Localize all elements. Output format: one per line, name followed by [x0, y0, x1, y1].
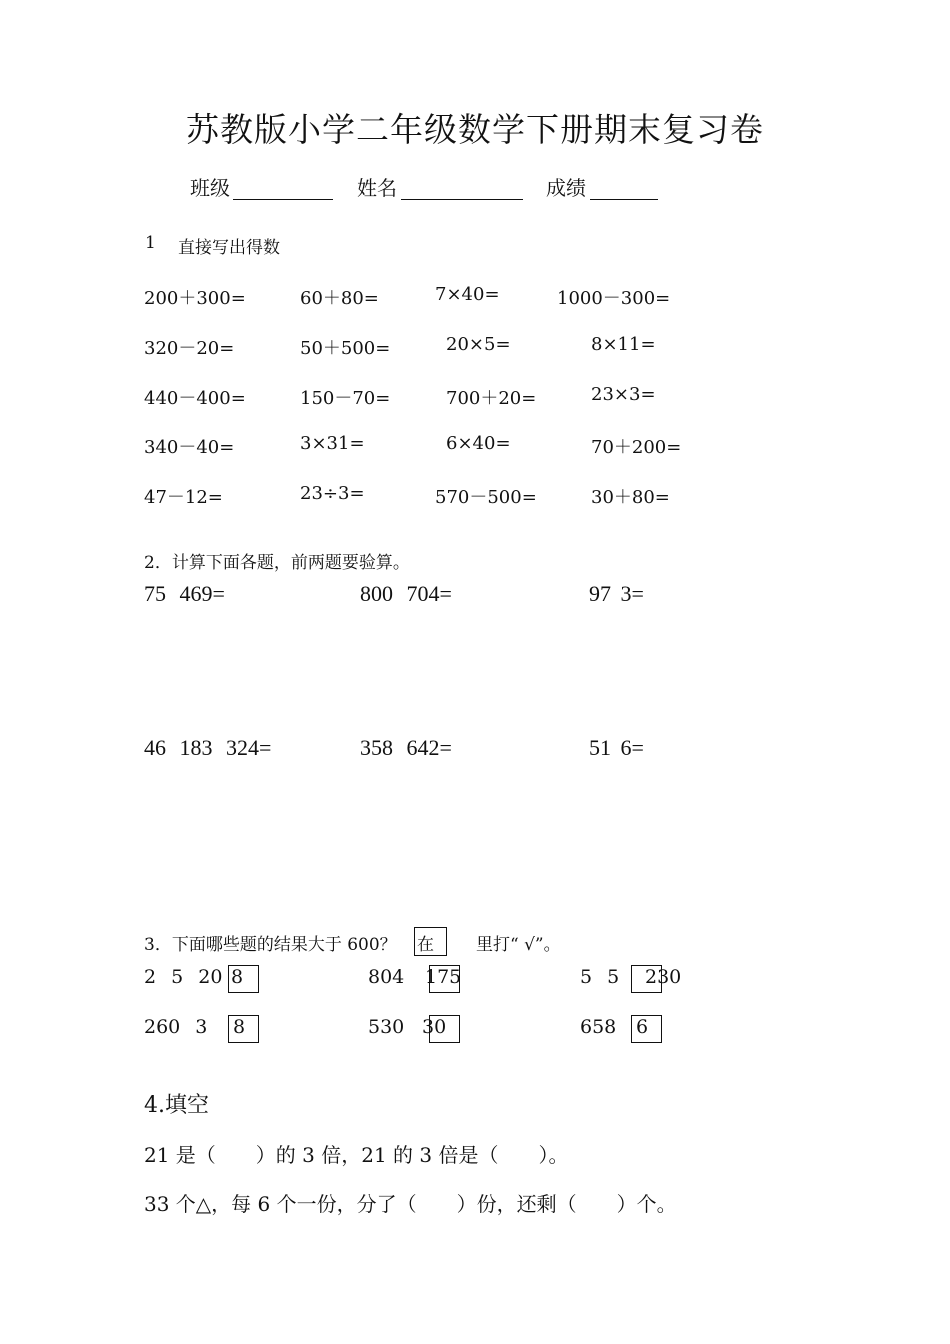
section-1-number: 1	[145, 233, 156, 253]
s1-item: 8×11=	[591, 334, 656, 355]
s3-expression: 804	[368, 966, 405, 988]
page-title: 苏教版小学二年级数学下册期末复习卷	[186, 110, 764, 149]
section-2-title: 2．计算下面各题，前两题要验算。	[144, 553, 410, 573]
s1-item: 20×5=	[446, 334, 511, 355]
s1-item: 6×40=	[446, 433, 511, 454]
s1-item: 7×40=	[435, 284, 500, 305]
score-blank[interactable]	[590, 199, 658, 200]
s1-item: 200＋300=	[144, 288, 246, 309]
s3-box-value: 175	[425, 966, 462, 988]
class-label: 班级	[190, 176, 230, 200]
s1-item: 70＋200=	[591, 437, 682, 458]
s1-item: 23×3=	[591, 384, 656, 405]
s3-expression: 5 5	[580, 966, 620, 988]
s3-expression: 530	[368, 1016, 405, 1038]
s1-item: 150－70=	[300, 388, 391, 409]
s3-box-value: 8	[231, 966, 244, 988]
s3-box-value: 230	[645, 966, 682, 988]
s1-item: 60＋80=	[300, 288, 379, 309]
s2-item: 358 642=	[360, 735, 452, 760]
s3-expression: 658	[580, 1016, 617, 1038]
s1-item: 50＋500=	[300, 338, 391, 359]
name-blank[interactable]	[401, 199, 523, 200]
s3-box-value: 8	[233, 1016, 246, 1038]
s1-item: 320－20=	[144, 338, 235, 359]
s2-item: 46 183 324=	[144, 735, 272, 760]
s4-line: 33 个△，每 6 个一份，分了（ ）份，还剩（ ）个。	[144, 1192, 677, 1216]
s2-item: 97 3=	[589, 581, 644, 606]
s1-item: 30＋80=	[591, 487, 670, 508]
s2-item: 51 6=	[589, 735, 644, 760]
s3-expression: 260 3	[144, 1016, 208, 1038]
section-3-title-end: 里打“ √”。	[476, 935, 561, 955]
s2-item: 800 704=	[360, 581, 452, 606]
s1-item: 3×31=	[300, 433, 365, 454]
section-3-box-text: 在	[417, 935, 434, 955]
s3-box-value: 6	[636, 1016, 649, 1038]
s3-box-value: 30	[422, 1016, 447, 1038]
name-label: 姓名	[357, 176, 397, 200]
section-4-title: 4.填空	[144, 1093, 209, 1118]
s3-expression: 2 5 20	[144, 966, 223, 988]
s1-item: 23÷3=	[300, 483, 365, 504]
s2-item: 75 469=	[144, 581, 225, 606]
s1-item: 440－400=	[144, 388, 246, 409]
section-1-title: 直接写出得数	[178, 238, 280, 258]
s4-line: 21 是（ ）的 3 倍，21 的 3 倍是（ ）。	[144, 1143, 569, 1167]
section-3-title: 3．下面哪些题的结果大于 600？	[144, 935, 397, 955]
s1-item: 570－500=	[435, 487, 537, 508]
s1-item: 340－40=	[144, 437, 235, 458]
score-label: 成绩	[546, 176, 586, 200]
s1-item: 47－12=	[144, 487, 223, 508]
s1-item: 1000－300=	[557, 288, 671, 309]
class-blank[interactable]	[233, 199, 333, 200]
s1-item: 700＋20=	[446, 388, 537, 409]
